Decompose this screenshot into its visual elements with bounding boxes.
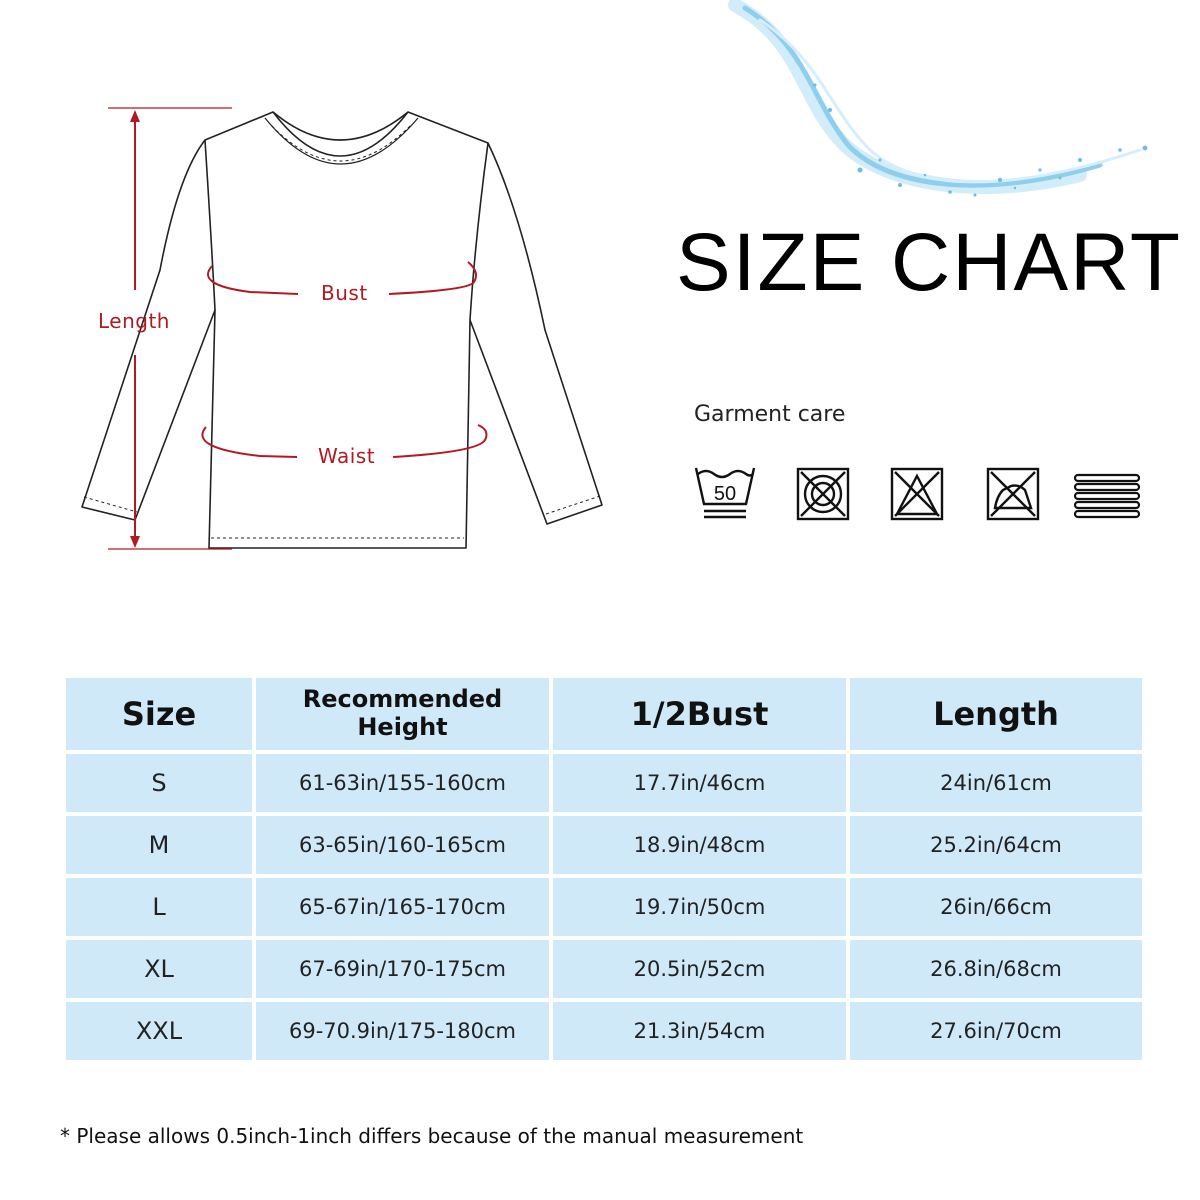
- length-cell: 27.6in/70cm: [850, 1002, 1142, 1060]
- size-cell: XL: [66, 940, 252, 998]
- bust-cell: 17.7in/46cm: [553, 754, 846, 812]
- dry-flat-icon: [1073, 464, 1141, 522]
- do-not-iron-icon: [985, 464, 1041, 522]
- water-splash-icon: [735, 5, 1147, 197]
- waist-label: Waist: [318, 444, 376, 468]
- size-cell: XXL: [66, 1002, 252, 1060]
- size-cell: M: [66, 816, 252, 874]
- measurement-footnote: * Please allows 0.5inch-1inch differs because of the manual measurement: [60, 1124, 804, 1148]
- table-row: [66, 754, 1142, 812]
- wash-temperature: 50: [713, 483, 737, 505]
- page-title: SIZE CHART: [676, 217, 1182, 308]
- height-cell: 69-70.9in/175-180cm: [256, 1002, 549, 1060]
- bust-cell: 19.7in/50cm: [553, 878, 846, 936]
- length-cell: 26in/66cm: [850, 878, 1142, 936]
- height-cell: 63-65in/160-165cm: [256, 816, 549, 874]
- header-recommended-height: Recommended Height: [256, 678, 549, 750]
- length-cell: 25.2in/64cm: [850, 816, 1142, 874]
- header-size: Size: [66, 678, 252, 750]
- do-not-bleach-icon: [889, 464, 945, 522]
- bust-cell: 20.5in/52cm: [553, 940, 846, 998]
- table-row: [66, 1002, 1142, 1060]
- length-cell: 26.8in/68cm: [850, 940, 1142, 998]
- header-half-bust: 1/2Bust: [553, 678, 846, 750]
- header-length: Length: [850, 678, 1142, 750]
- size-table: [62, 674, 1146, 1064]
- table-row: [66, 940, 1142, 998]
- table-row: [66, 816, 1142, 874]
- length-cell: 24in/61cm: [850, 754, 1142, 812]
- bust-cell: 21.3in/54cm: [553, 1002, 846, 1060]
- height-cell: 67-69in/170-175cm: [256, 940, 549, 998]
- garment-care-label: Garment care: [694, 402, 846, 427]
- size-cell: S: [66, 754, 252, 812]
- bust-label: Bust: [321, 281, 368, 305]
- bust-cell: 18.9in/48cm: [553, 816, 846, 874]
- height-cell: 65-67in/165-170cm: [256, 878, 549, 936]
- table-row: [66, 878, 1142, 936]
- do-not-dry-clean-icon: [795, 464, 851, 522]
- table-header-row: [66, 678, 1142, 750]
- height-cell: 61-63in/155-160cm: [256, 754, 549, 812]
- length-label: Length: [98, 309, 170, 333]
- wash-50-icon: [692, 464, 758, 524]
- size-cell: L: [66, 878, 252, 936]
